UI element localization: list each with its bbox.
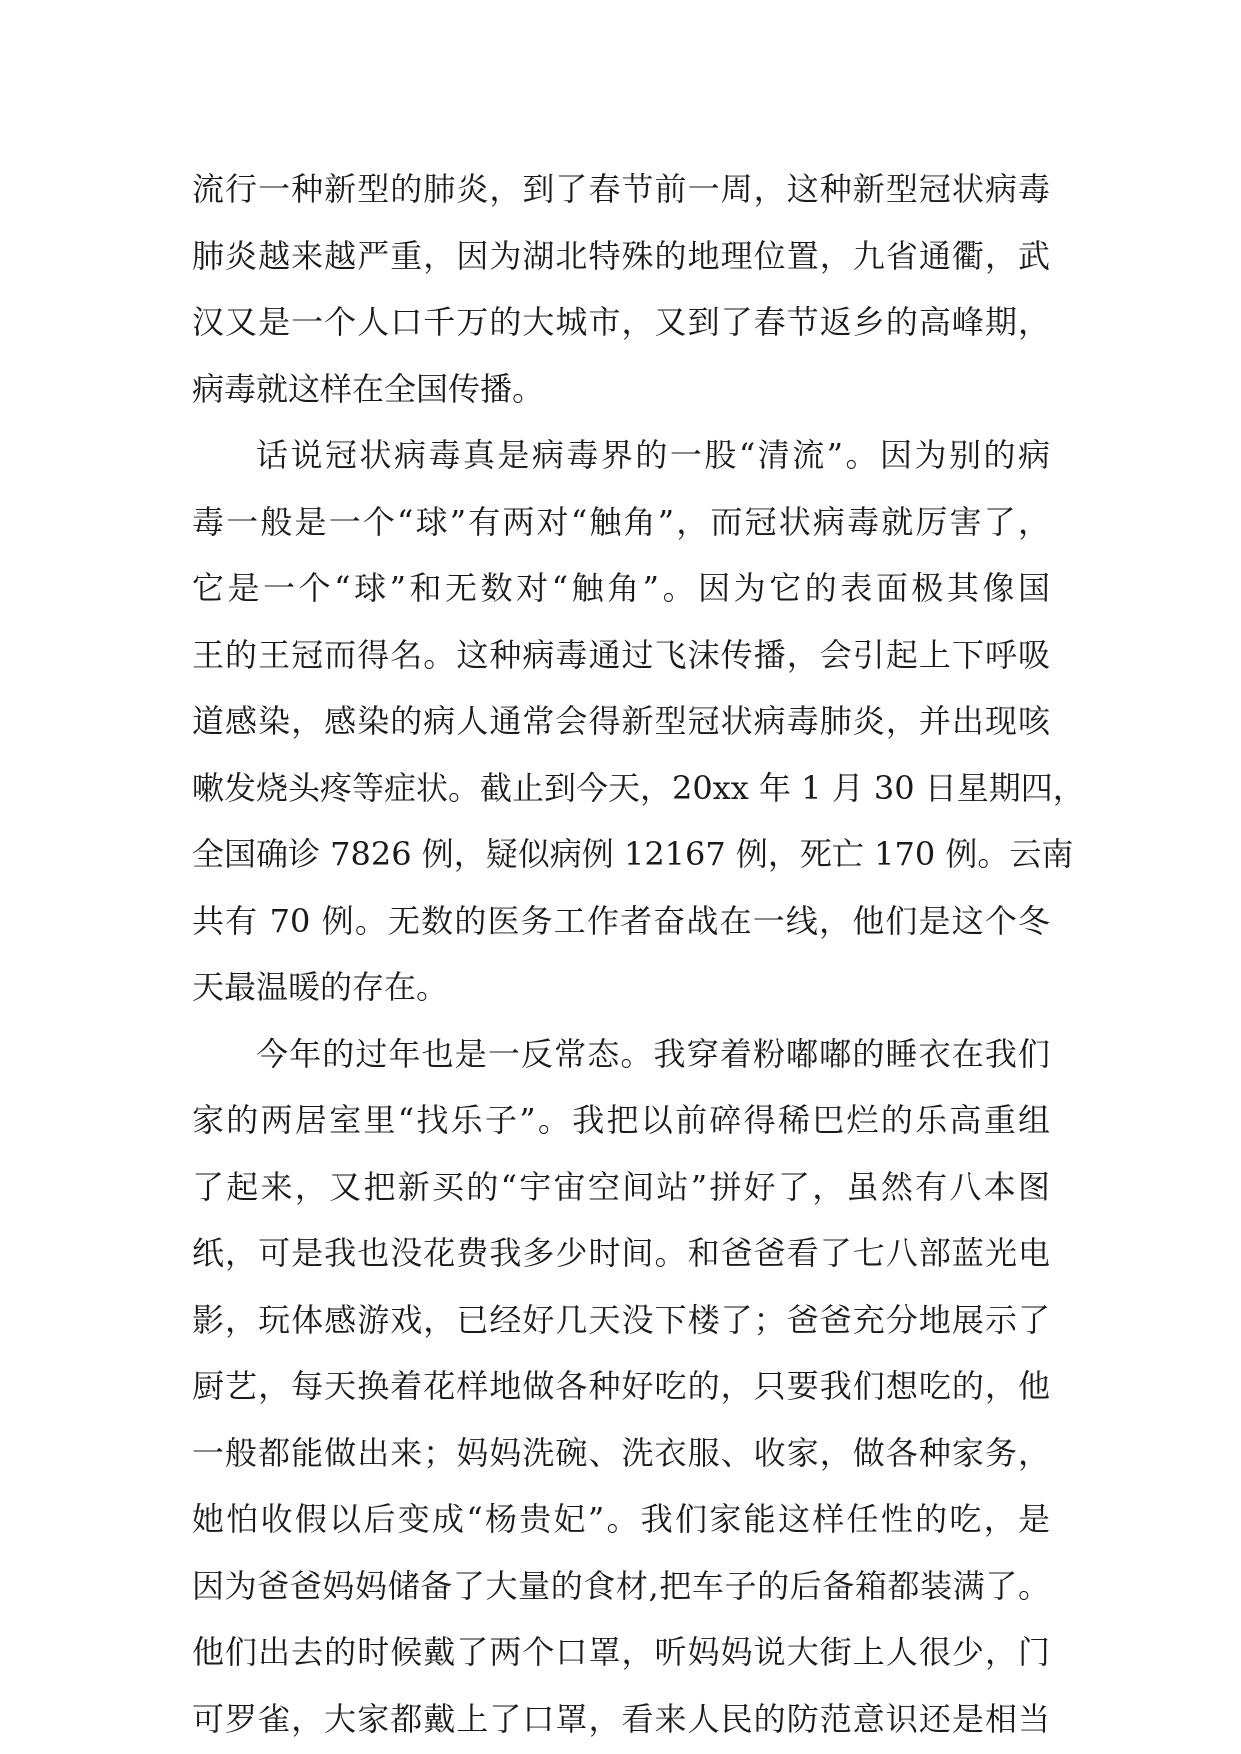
text-line: 了起来，又把新买的“宇宙空间站”拼好了，虽然有八本图 xyxy=(192,1167,1050,1206)
text-line: 可罗雀，大家都戴上了口罩，看来人民的防范意识还是相当 xyxy=(192,1699,1050,1738)
text-line: 话说冠状病毒真是病毒界的一股“清流”。因为别的病 xyxy=(256,436,1050,474)
text-line: 厨艺，每天换着花样地做各种好吃的，只要我们想吃的，他 xyxy=(192,1367,1050,1405)
text-line: 他们出去的时候戴了两个口罩，听妈妈说大街上人很少，门 xyxy=(192,1633,1050,1671)
text-line: 毒一般是一个“球”有两对“触角”，而冠状病毒就厉害了， xyxy=(192,502,1050,541)
text-line: 病毒就这样在全国传播。 xyxy=(192,369,545,408)
text-line: 嗽发烧头疼等症状。截止到今天，20xx 年 1 月 30 日星期四， xyxy=(192,768,1085,807)
text-line: 影，玩体感游戏，已经好几天没下楼了；爸爸充分地展示了 xyxy=(192,1300,1050,1339)
text-line: 家的两居室里“找乐子”。我把以前碎得稀巴烂的乐高重组 xyxy=(192,1101,1050,1139)
text-line: 汉又是一个人口千万的大城市，又到了春节返乡的高峰期， xyxy=(192,303,1050,341)
text-line: 道感染，感染的病人通常会得新型冠状病毒肺炎，并出现咳 xyxy=(192,702,1050,740)
text-line: 她怕收假以后变成“杨贵妃”。我们家能这样任性的吃，是 xyxy=(192,1500,1050,1538)
document-body xyxy=(192,156,1085,1752)
text-line: 一般都能做出来；妈妈洗碗、洗衣服、收家，做各种家务， xyxy=(192,1433,1050,1472)
text-line: 全国确诊 7826 例，疑似病例 12167 例，死亡 170 例。云南 xyxy=(192,835,1074,873)
text-line: 因为爸爸妈妈储备了大量的食材,把车子的后备箱都装满了。 xyxy=(192,1566,1050,1605)
text-line: 共有 70 例。无数的医务工作者奋战在一线，他们是这个冬 xyxy=(192,901,1050,940)
text-line: 天最温暖的存在。 xyxy=(192,968,449,1006)
text-line: 纸，可是我也没花费我多少时间。和爸爸看了七八部蓝光电 xyxy=(192,1234,1050,1272)
text-line: 王的王冠而得名。这种病毒通过飞沫传播，会引起上下呼吸 xyxy=(192,635,1050,674)
text-line: 今年的过年也是一反常态。我穿着粉嘟嘟的睡衣在我们 xyxy=(256,1034,1050,1073)
text-line: 肺炎越来越严重，因为湖北特殊的地理位置，九省通衢，武 xyxy=(192,236,1050,275)
text-line: 流行一种新型的肺炎，到了春节前一周，这种新型冠状病毒 xyxy=(192,170,1050,208)
text-line: 它是一个“球”和无数对“触角”。因为它的表面极其像国 xyxy=(192,569,1050,607)
